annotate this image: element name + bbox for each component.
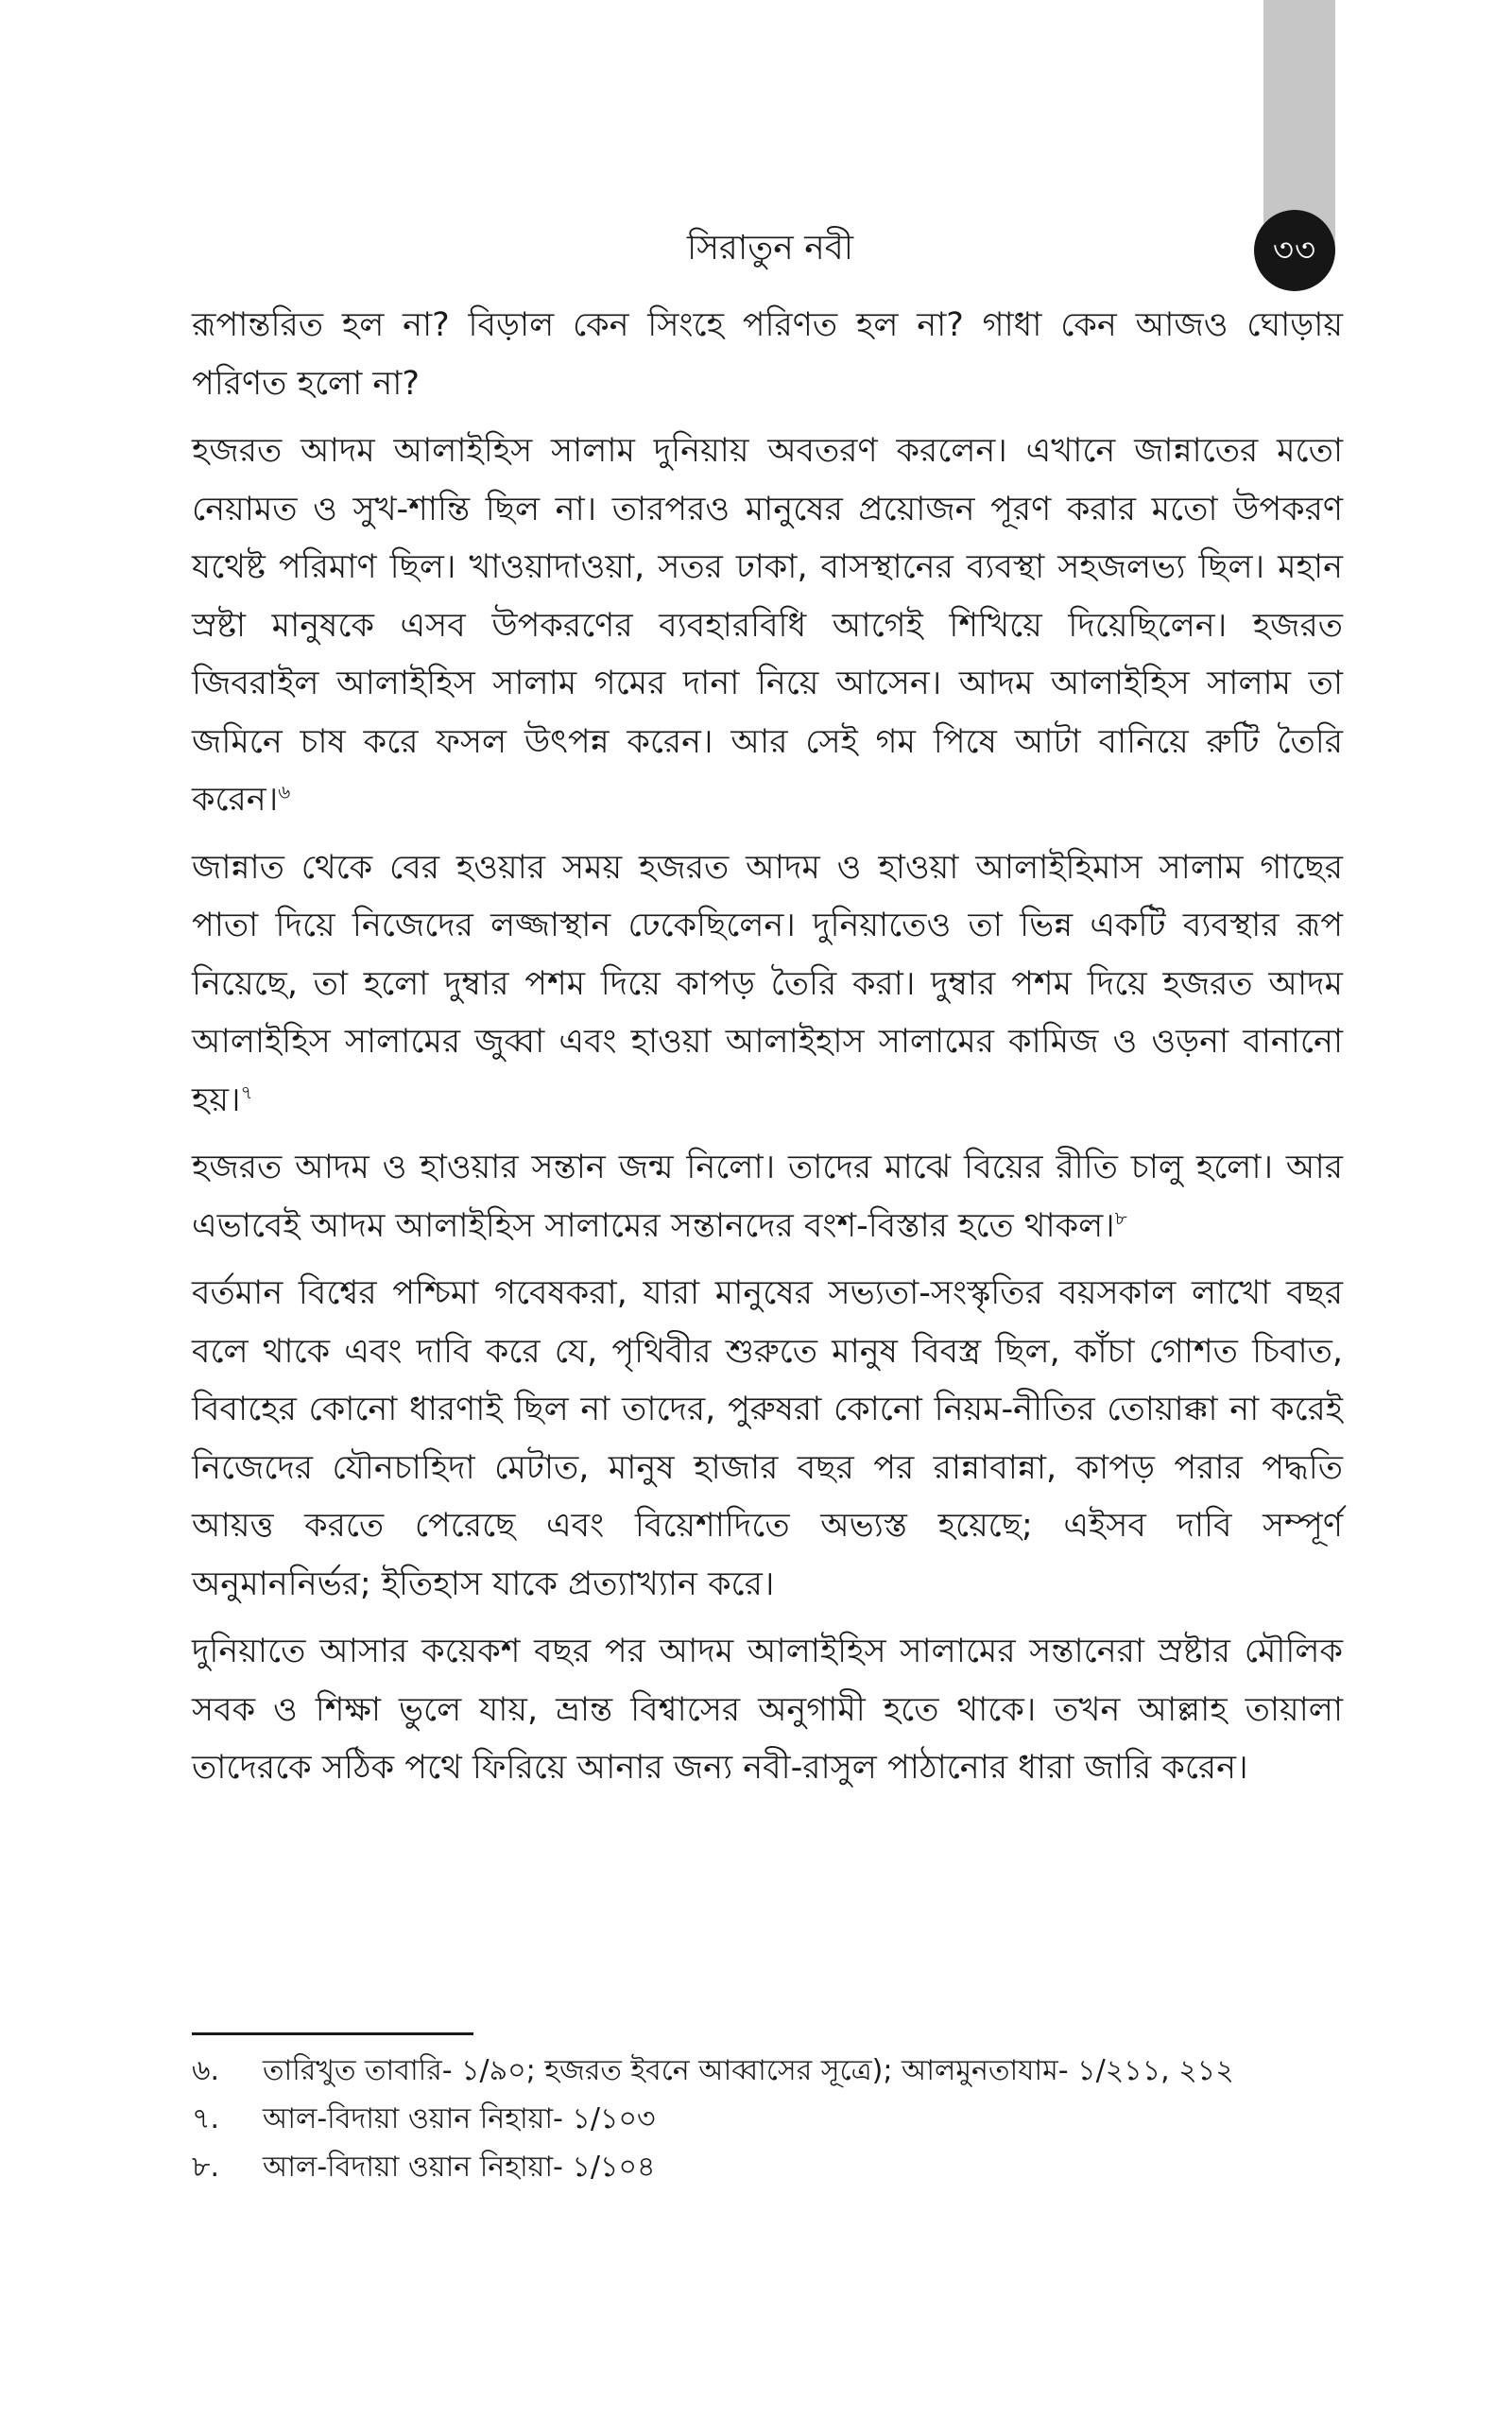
paragraph (192, 423, 1343, 830)
footnote (192, 2095, 1343, 2143)
running-head: সিরাতুন নবী (686, 229, 854, 268)
footnote-number: ৬. (192, 2054, 220, 2087)
footnote-ref[interactable]: ৬ (278, 780, 291, 804)
footnote-ref[interactable]: ৭ (240, 1080, 253, 1103)
page-number-badge: ৩৩ (1254, 210, 1335, 291)
paragraph-text: হজরত আদম আলাইহিস সালাম দুনিয়ায় অবতরণ করলেন। এখানে জান্নাতের মতো নেয়ামত ও সুখ-শান্তি ছিল না। তারপরও মানুষের প্রয়োজন পূরণ করার মতো উপকরণ যথেষ্ট পরিমাণ ছিল। খাওয়াদাওয়া, সতর ঢাকা, বাসস্থানের ব্যবস্থা সহজলভ্য ছিল। মহান স্রষ্টা মানুষকে এসব উপকরণের ব্যবহারবিধি আগেই শিখিয়ে দিয়েছিলেন। হজরত জিবরাইল আলাইহিস সালাম গমের দানা নিয়ে আসেন। আদম আলাইহিস সালাম তা জমিনে চাষ করে ফসল উৎপন্ন করেন। আর সেই গম পিষে আটা বানিয়ে রুটি তৈরি করেন। (192, 432, 1343, 819)
footnote-number: ৭. (192, 2102, 220, 2135)
paragraph (192, 1139, 1343, 1255)
paragraph-text: হজরত আদম ও হাওয়ার সন্তান জন্ম নিলো। তাদের মাঝে বিয়ের রীতি চালু হলো। আর এভাবেই আদম আলাইহিস সালামের সন্তানদের বংশ-বিস্তার হতে থাকল। (192, 1149, 1343, 1245)
footnote-text: আল-বিদায়া ওয়ান নিহায়া- ১/১০৩ (263, 2102, 656, 2135)
paragraph-text: রূপান্তরিত হল না? বিড়াল কেন সিংহে পরিণত হল না? গাধা কেন আজও ঘোড়ায় পরিণত হলো না? (192, 306, 1343, 403)
body-text (192, 297, 1343, 1807)
footnote-text: তারিখুত তাবারি- ১/৯০; হজরত ইবনে আব্বাসের সূত্রে); আলমুনতাযাম- ১/২১১, ২১২ (263, 2054, 1234, 2087)
footnote (192, 2047, 1343, 2095)
paragraph-text: দুনিয়াতে আসার কয়েকশ বছর পর আদম আলাইহিস সালামের সন্তানেরা স্রষ্টার মৌলিক সবক ও শিক্ষা ভুলে যায়, ভ্রান্ত বিশ্বাসের অনুগামী হতে থাকে। তখন আল্লাহ তায়ালা তাদেরকে সঠিক পথে ফিরিয়ে আনার জন্য নবী-রাসুল পাঠানোর ধারা জারি করেন। (192, 1633, 1343, 1787)
paragraph-text: জান্নাত থেকে বের হওয়ার সময় হজরত আদম ও হাওয়া আলাইহিমাস সালাম গাছের পাতা দিয়ে নিজেদের লজ্জাস্থান ঢেকেছিলেন। দুনিয়াতেও তা ভিন্ন একটি ব্যবস্থার রূপ নিয়েছে, তা হলো দুম্বার পশম দিয়ে কাপড় তৈরি করা। দুম্বার পশম দিয়ে হজরত আদম আলাইহিস সালামের জুব্বা এবং হাওয়া আলাইহাস সালামের কামিজ ও ওড়না বানানো হয়। (192, 848, 1343, 1119)
paragraph (192, 297, 1343, 413)
footnote-ref[interactable]: ৮ (1114, 1205, 1127, 1229)
paragraph-text: বর্তমান বিশ্বের পশ্চিমা গবেষকরা, যারা মানুষের সভ্যতা-সংস্কৃতির বয়সকাল লাখো বছর বলে থাকে এবং দাবি করে যে, পৃথিবীর শুরুতে মানুষ বিবস্ত্র ছিল, কাঁচা গোশত চিবাত, বিবাহের কোনো ধারণাই ছিল না তাদের, পুরুষরা কোনো নিয়ম-নীতির তোয়াক্কা না করেই নিজেদের যৌনচাহিদা মেটাত, মানুষ হাজার বছর পর রান্নাবান্না, কাপড় পরার পদ্ধতি আয়ত্ত করতে পেরেছে এবং বিয়েশাদিতে অভ্যস্ত হয়েছে; এইসব দাবি সম্পূর্ণ অনুমাননির্ভর; ইতিহাস যাকে প্রত্যাখ্যান করে। (192, 1274, 1343, 1603)
footnote-text: আল-বিদায়া ওয়ান নিহায়া- ১/১০৪ (263, 2151, 656, 2184)
paragraph (192, 1265, 1343, 1614)
footnote (192, 2143, 1343, 2191)
paragraph (192, 839, 1343, 1131)
paragraph (192, 1623, 1343, 1798)
footnotes (192, 2047, 1343, 2191)
footnote-divider (192, 2032, 473, 2035)
footnote-number: ৮. (192, 2151, 220, 2184)
